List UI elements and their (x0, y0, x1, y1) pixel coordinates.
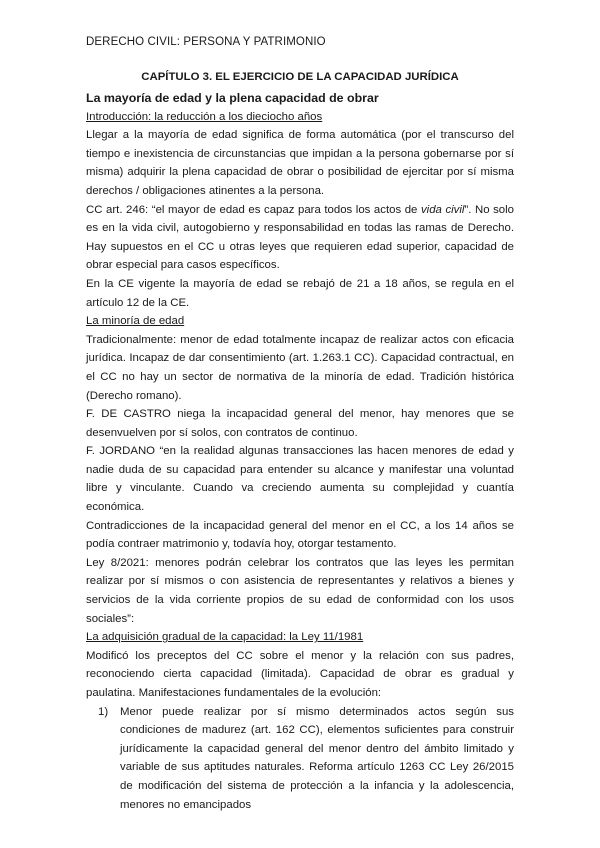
paragraph: F. JORDANO “en la realidad algunas transacciones las hacen menores de edad y nadie duda de su capacidad para entender su alcance y manifestar una voluntad libre y vinculante. Cuando va creciendo aumenta su complejidad y cuantía económica. (86, 445, 514, 514)
paragraph: Contradicciones de la incapacidad general del menor en el CC, a los 14 años se podía contraer matrimonio y, todavía hoy, otorgar testamento. (86, 519, 514, 551)
paragraph-text: ”. No solo es en la vida civil, autogobierno y responsabilidad en todas las ramas de Derecho. Hay supuestos en el CC u otras leyes que requieren edad superior, capacidad de obrar especial para casos específicos. (86, 203, 514, 272)
running-header: DERECHO CIVIL: PERSONA Y PATRIMONIO (86, 36, 326, 48)
paragraph: Llegar a la mayoría de edad significa de forma automática (por el transcurso del tiempo e inexistencia de circunstancias que impidan a la persona gobernarse por sí misma) adquirir la plena capacidad de obrar o posibilidad de ejercitar por sí misma derechos / obligaciones atinentes a la persona. (86, 129, 514, 197)
paragraph-cc-246 (86, 201, 514, 275)
chapter-title: CAPÍTULO 3. EL EJERCICIO DE LA CAPACIDAD JURÍDICA (141, 71, 459, 83)
paragraph: Modificó los preceptos del CC sobre el menor y la relación con sus padres, reconociendo cierta capacidad (limitada). Capacidad de obrar es gradual y paulatina. Manifestaciones fundamentales de la evolución: (86, 649, 514, 699)
list-number: 1) (98, 705, 109, 718)
section-title: La mayoría de edad y la plena capacidad de obrar (86, 90, 379, 105)
list-item-text: Menor puede realizar por sí mismo determinados actos según sus condiciones de madurez (art. 162 CC), elementos suficientes para construir jurídicamente la capacidad general del menor dentro del ámbito limitado y variable de sus aptitudes naturales. Reforma artículo 1263 CC Ley 26/2015 de modificación del sistema de protección a la infancia y la adolescencia, menores no emancipados (120, 705, 514, 811)
numbered-list (86, 703, 514, 815)
subheading-minoria: La minoría de edad (86, 315, 185, 328)
paragraph: Ley 8/2021: menores podrán celebrar los contratos que las leyes les permitan realizar por sí mismos o con asistencia de representantes y relativos a bienes y servicios de la vida corriente propios de su edad de conformidad con los usos sociales”: (86, 556, 514, 625)
subheading-adquisicion: La adquisición gradual de la capacidad: la Ley 11/1981 (86, 631, 364, 644)
list-item (86, 703, 514, 815)
document-body (86, 68, 514, 814)
italic-term: vida civil (420, 203, 465, 216)
subheading-introduccion: Introducción: la reducción a los dieciocho años (86, 110, 323, 123)
paragraph: F. DE CASTRO niega la incapacidad general del menor, hay menores que se desenvuelven por sí solos, con contratos de continuo. (86, 408, 514, 439)
paragraph: Tradicionalmente: menor de edad totalmente incapaz de realizar actos con eficacia jurídica. Incapaz de dar consentimiento (art. 1.263.1 CC). Capacidad contractual, en el CC no hay un sector de normativa de la minoría de edad. Tradición histórica (Derecho romano). (86, 333, 514, 402)
paragraph: En la CE vigente la mayoría de edad se rebajó de 21 a 18 años, se regula en el artículo 12 de la CE. (86, 277, 514, 309)
paragraph-text: CC art. 246: “el mayor de edad es capaz para todos los actos de (86, 203, 421, 216)
